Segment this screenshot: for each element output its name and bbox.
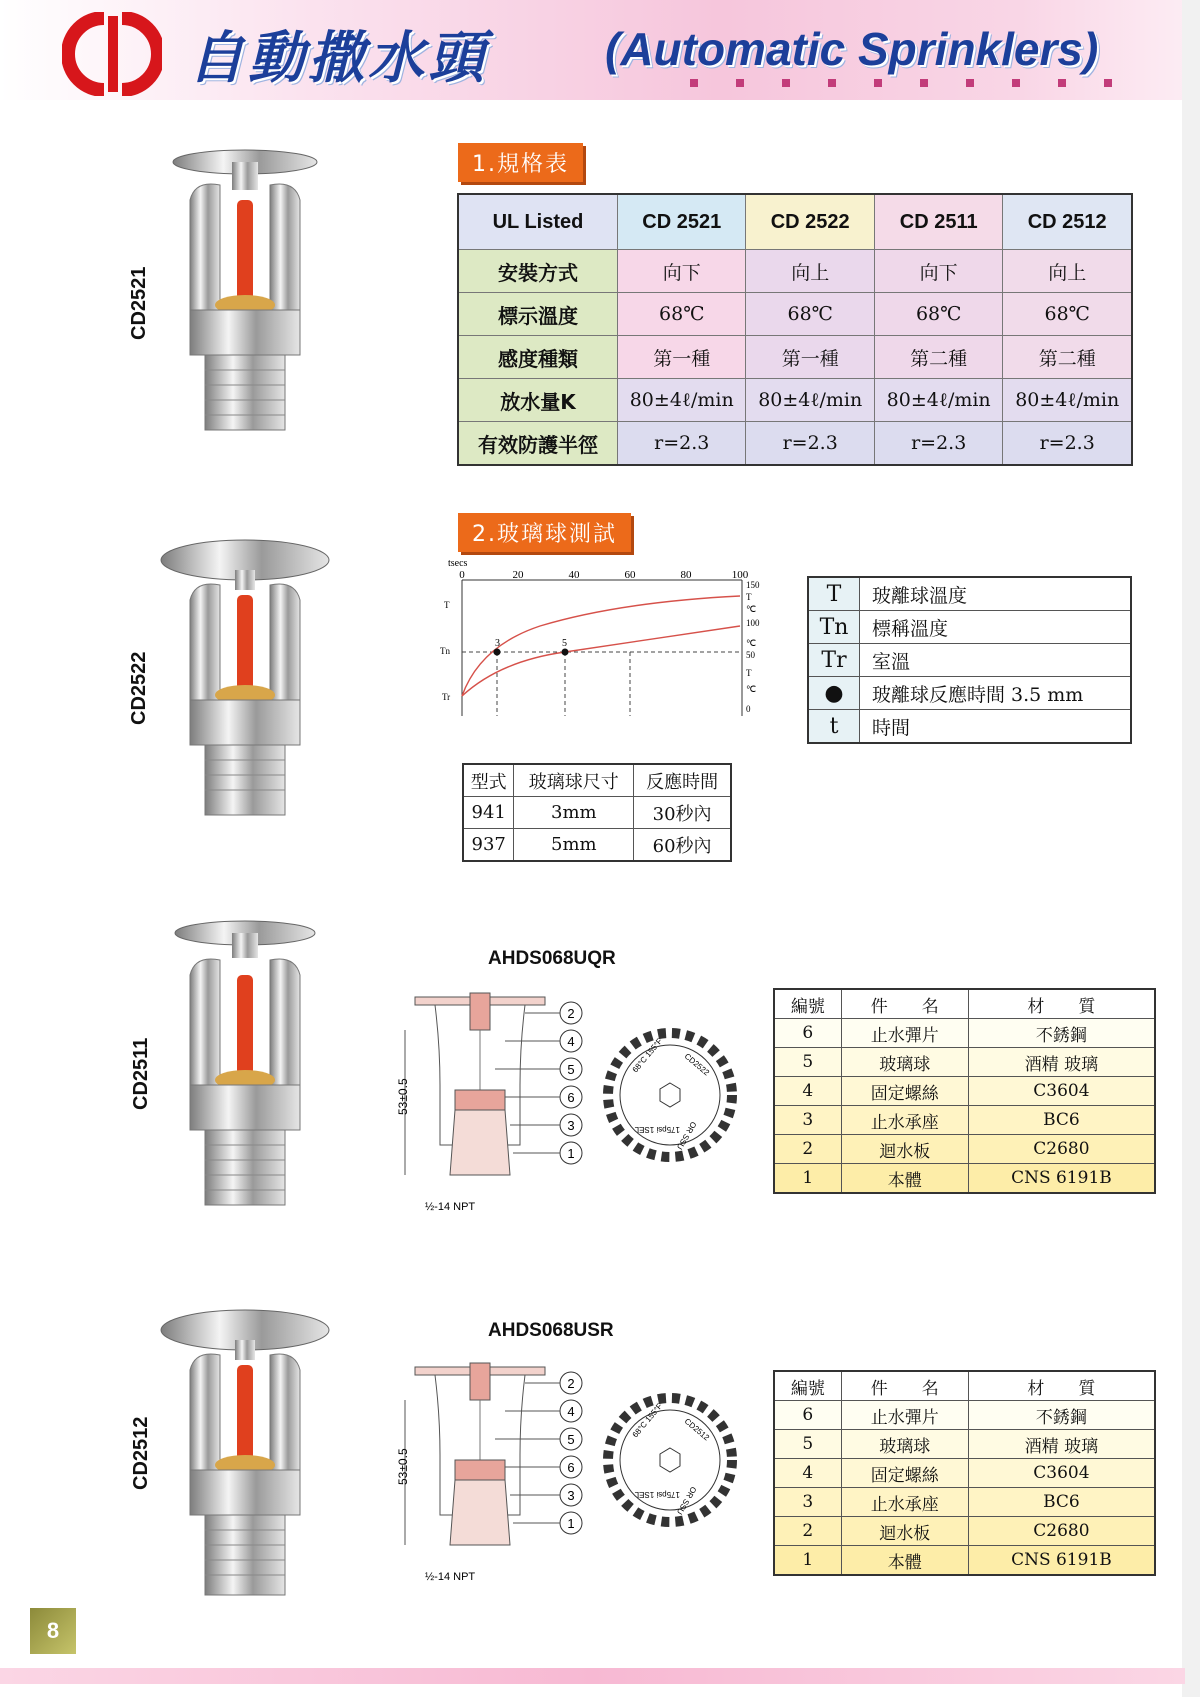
spec-row: [458, 422, 1132, 466]
parts-header: 材 質: [968, 1371, 1155, 1401]
sprinkler-upright-photo-icon: [160, 530, 330, 820]
spec-cell: 68℃: [1003, 293, 1132, 336]
callout-number: 3: [567, 1118, 575, 1133]
spec-cell: 80±4ℓ/min: [874, 379, 1002, 422]
parts-cell: 止水彈片: [841, 1019, 968, 1048]
product-label-cd2522: CD2522: [128, 651, 150, 725]
callout-number: 2: [567, 1006, 575, 1021]
spec-cell: r=2.3: [1003, 422, 1132, 466]
legend-desc: 玻離球反應時間 3.5 mm: [860, 677, 1132, 710]
parts-cell: 酒精 玻璃: [968, 1048, 1155, 1077]
chart-y-right-tick: T: [746, 668, 752, 678]
parts-row: [774, 1430, 1155, 1459]
parts-cell: 5: [774, 1430, 841, 1459]
glass-row: [463, 829, 731, 862]
callout-number: 2: [567, 1376, 575, 1391]
chart-x-tick: 60: [624, 569, 636, 581]
parts-table-1: [773, 988, 1156, 1194]
footer-bar: [0, 1668, 1185, 1684]
parts-cell: 止水承座: [841, 1488, 968, 1517]
chart-x-unit: tsecs: [448, 558, 468, 569]
chart-y-right-tick: ℃: [746, 638, 757, 648]
parts-header: 材 質: [968, 989, 1155, 1019]
glass-bulb-table: [462, 763, 732, 862]
sprinkler-upright-photo-icon: [160, 1300, 330, 1600]
parts-row: [774, 1019, 1155, 1048]
section-glass-test-title: 2.玻璃球測試: [458, 513, 631, 552]
parts-header: 編號: [774, 989, 841, 1019]
callout-number: 5: [567, 1432, 575, 1447]
chart-y-right-tick: 50: [746, 650, 755, 660]
section-spec-title: 1.規格表: [458, 143, 583, 182]
parts-cell: 1: [774, 1164, 841, 1194]
spec-cell: 80±4ℓ/min: [618, 379, 746, 422]
spec-cell: 向下: [618, 250, 746, 293]
parts-row: [774, 1135, 1155, 1164]
spec-header-label: UL Listed: [458, 194, 618, 250]
deflector-text: 68°C 155°F: [630, 1036, 665, 1075]
parts-cell: C3604: [968, 1459, 1155, 1488]
legend-table: [807, 576, 1132, 744]
deflector-text: 175psi 1SEL: [634, 1125, 680, 1134]
chart-x-tick: 0: [459, 569, 465, 581]
spec-row: [458, 293, 1132, 336]
glass-header: 玻璃球尺寸: [514, 764, 634, 797]
parts-cell: 不銹鋼: [968, 1019, 1155, 1048]
chart-y-right-tick: ℃: [746, 684, 757, 694]
spec-cell: 第一種: [618, 336, 746, 379]
chart-y-right-tick: 150: [746, 580, 760, 590]
callout-number: 1: [567, 1516, 575, 1531]
chart-point: [494, 649, 501, 656]
chart-x-tick: 40: [568, 569, 580, 581]
spec-cell: 向上: [746, 250, 874, 293]
parts-cell: 固定螺絲: [841, 1459, 968, 1488]
parts-cell: C2680: [968, 1517, 1155, 1546]
page-edge: [1182, 0, 1200, 1697]
callout-number: 3: [567, 1488, 575, 1503]
spec-row-label: 感度種類: [458, 336, 618, 379]
spec-model-1: CD 2521: [618, 194, 746, 250]
spec-model-4: CD 2512: [1003, 194, 1132, 250]
parts-cell: BC6: [968, 1106, 1155, 1135]
parts-cell: 2: [774, 1517, 841, 1546]
page-title-english: (Automatic Sprinklers): [605, 23, 1099, 75]
parts-cell: 玻璃球: [841, 1048, 968, 1077]
parts-cell: 迴水板: [841, 1135, 968, 1164]
spec-cell: r=2.3: [874, 422, 1002, 466]
parts-row: [774, 1164, 1155, 1194]
parts-cell: 酒精 玻璃: [968, 1430, 1155, 1459]
brand-logo-icon: [62, 12, 162, 96]
chart-y-label: T: [444, 600, 450, 610]
legend-row: [808, 577, 1131, 611]
parts-cell: 1: [774, 1546, 841, 1576]
drawing-model-2: AHDS068USR: [488, 1320, 614, 1341]
product-label-cd2511: CD2511: [130, 1037, 152, 1110]
glass-header-row: [463, 764, 731, 797]
spec-cell: 第一種: [746, 336, 874, 379]
glass-row: [463, 797, 731, 829]
parts-table-2: [773, 1370, 1156, 1576]
glass-header: 反應時間: [634, 764, 731, 797]
parts-cell: CNS 6191B: [968, 1546, 1155, 1576]
parts-row: [774, 1077, 1155, 1106]
parts-cell: 2: [774, 1135, 841, 1164]
product-label-cd2521: CD2521: [128, 266, 150, 340]
callout-number: 6: [567, 1090, 575, 1105]
deflector-text: OR SSU: [674, 1120, 699, 1152]
spec-cell: r=2.3: [618, 422, 746, 466]
glass-cell: 60秒內: [634, 829, 731, 862]
chart-y-right-tick: ℃: [746, 604, 757, 614]
parts-cell: 止水承座: [841, 1106, 968, 1135]
parts-cell: 止水彈片: [841, 1401, 968, 1430]
parts-header-row: [774, 1371, 1155, 1401]
deflector-model-text: CD2512: [682, 1416, 711, 1443]
spec-cell: 第二種: [874, 336, 1002, 379]
spec-row: [458, 250, 1132, 293]
deflector-model-text: CD2522: [682, 1051, 711, 1078]
glass-cell: 30秒內: [634, 797, 731, 829]
chart-x-tick: 80: [680, 569, 692, 581]
parts-header: 件 名: [841, 1371, 968, 1401]
parts-row: [774, 1106, 1155, 1135]
parts-cell: 4: [774, 1459, 841, 1488]
callout-number: 4: [567, 1034, 575, 1049]
callout-number: 4: [567, 1404, 575, 1419]
chart-marker-label: 5: [562, 638, 567, 649]
parts-row: [774, 1459, 1155, 1488]
glass-header: 型式: [463, 764, 514, 797]
parts-cell: 固定螺絲: [841, 1077, 968, 1106]
spec-row: [458, 336, 1132, 379]
spec-cell: 80±4ℓ/min: [746, 379, 874, 422]
chart-x-tick: 100: [731, 569, 749, 581]
parts-header: 件 名: [841, 989, 968, 1019]
glass-bulb-test-chart: [440, 556, 770, 731]
deflector-text: 175psi 1SEL: [634, 1490, 680, 1499]
deflector-top-view-1: [600, 1025, 740, 1165]
page-number: 8: [30, 1608, 76, 1654]
callout-number: 6: [567, 1460, 575, 1475]
legend-desc: 玻離球溫度: [860, 577, 1132, 611]
spec-cell: 向上: [1003, 250, 1132, 293]
parts-cell: 4: [774, 1077, 841, 1106]
parts-cell: 6: [774, 1401, 841, 1430]
glass-cell: 937: [463, 829, 514, 862]
parts-cell: 3: [774, 1106, 841, 1135]
parts-cell: 6: [774, 1019, 841, 1048]
spec-row-label: 安裝方式: [458, 250, 618, 293]
chart-y-right-tick: 100: [746, 618, 760, 628]
legend-desc: 室溫: [860, 644, 1132, 677]
spec-row-label: 有效防護半徑: [458, 422, 618, 466]
legend-row: [808, 710, 1131, 744]
parts-cell: CNS 6191B: [968, 1164, 1155, 1194]
parts-cell: BC6: [968, 1488, 1155, 1517]
parts-row: [774, 1048, 1155, 1077]
parts-header-row: [774, 989, 1155, 1019]
callout-number: 5: [567, 1062, 575, 1077]
parts-cell: 本體: [841, 1546, 968, 1576]
glass-cell: 941: [463, 797, 514, 829]
sprinkler-pendent-photo-icon: [160, 140, 330, 440]
spec-row: [458, 379, 1132, 422]
legend-symbol: Tn: [808, 611, 860, 644]
spec-cell: 第二種: [1003, 336, 1132, 379]
legend-symbol: ●: [808, 677, 860, 710]
parts-cell: 玻璃球: [841, 1430, 968, 1459]
chart-marker-label: 3: [495, 638, 500, 649]
page-title-chinese: 自動撒水頭: [188, 26, 488, 91]
spec-model-3: CD 2511: [874, 194, 1002, 250]
spec-model-2: CD 2522: [746, 194, 874, 250]
parts-row: [774, 1488, 1155, 1517]
deflector-top-view-2: [600, 1390, 740, 1530]
parts-cell: C2680: [968, 1135, 1155, 1164]
parts-row: [774, 1546, 1155, 1576]
chart-y-label: Tn: [440, 646, 450, 656]
spec-cell: 80±4ℓ/min: [1003, 379, 1132, 422]
spec-row-label: 放水量K: [458, 379, 618, 422]
callout-number: 1: [567, 1146, 575, 1161]
sprinkler-cross-section-drawing-1: [395, 985, 595, 1220]
spec-table: [457, 193, 1133, 466]
chart-y-label: Tr: [442, 692, 451, 702]
legend-row: [808, 677, 1131, 710]
spec-cell: r=2.3: [746, 422, 874, 466]
parts-row: [774, 1517, 1155, 1546]
sprinkler-pendent-photo-icon: [160, 915, 330, 1210]
legend-desc: 標稱溫度: [860, 611, 1132, 644]
legend-row: [808, 611, 1131, 644]
product-label-cd2512: CD2512: [130, 1416, 152, 1490]
parts-row: [774, 1401, 1155, 1430]
glass-cell: 3mm: [514, 797, 634, 829]
glass-cell: 5mm: [514, 829, 634, 862]
spec-cell: 68℃: [874, 293, 1002, 336]
parts-header: 編號: [774, 1371, 841, 1401]
legend-desc: 時間: [860, 710, 1132, 744]
spec-row-label: 標示溫度: [458, 293, 618, 336]
drawing-thread-label: ½-14 NPT: [425, 1201, 476, 1213]
parts-cell: 5: [774, 1048, 841, 1077]
spec-cell: 向下: [874, 250, 1002, 293]
drawing-dimension: 53±0.5: [396, 1078, 410, 1115]
spec-cell: 68℃: [618, 293, 746, 336]
parts-cell: 不銹鋼: [968, 1401, 1155, 1430]
chart-curve-5mm: [462, 626, 740, 696]
parts-cell: 本體: [841, 1164, 968, 1194]
legend-symbol: T: [808, 577, 860, 611]
chart-point: [562, 649, 569, 656]
drawing-dimension: 53±0.5: [396, 1448, 410, 1485]
spec-cell: 68℃: [746, 293, 874, 336]
deflector-text: OR SSU: [674, 1485, 699, 1517]
legend-row: [808, 644, 1131, 677]
deflector-text: 68°C 155°F: [630, 1401, 665, 1440]
chart-y-right-tick: T: [746, 592, 752, 602]
parts-cell: C3604: [968, 1077, 1155, 1106]
legend-symbol: Tr: [808, 644, 860, 677]
parts-cell: 3: [774, 1488, 841, 1517]
sprinkler-cross-section-drawing-2: [395, 1355, 595, 1590]
chart-x-tick: 20: [512, 569, 524, 581]
legend-symbol: t: [808, 710, 860, 744]
drawing-thread-label: ½-14 NPT: [425, 1571, 476, 1583]
chart-y-right-tick: 0: [746, 704, 751, 714]
drawing-model-1: AHDS068UQR: [488, 948, 616, 969]
parts-cell: 迴水板: [841, 1517, 968, 1546]
